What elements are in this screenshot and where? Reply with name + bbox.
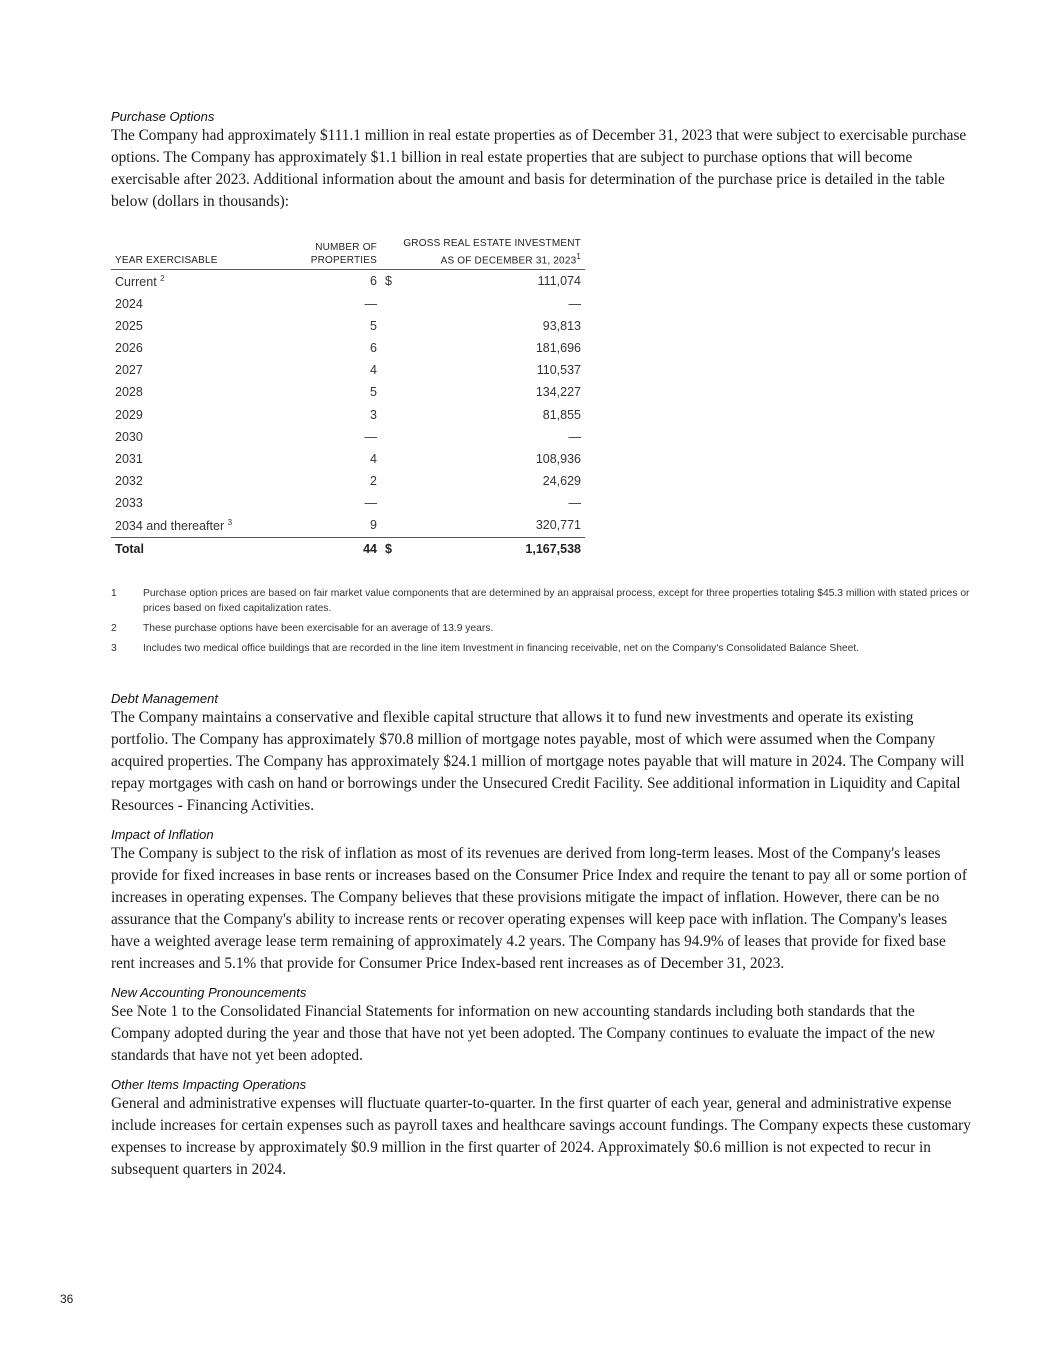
table-row <box>111 426 585 448</box>
year-cell: 2033 <box>115 496 143 511</box>
dollar-sign-cell <box>377 359 397 381</box>
investment-cell: 93,813 <box>542 318 581 333</box>
properties-cell: 9 <box>305 514 377 537</box>
year-cell: 2026 <box>115 340 143 355</box>
footnote <box>111 641 971 656</box>
page-number: 36 <box>60 1292 74 1306</box>
page-content <box>111 109 971 1191</box>
year-cell: 2025 <box>115 318 143 333</box>
investment-cell: 134,227 <box>535 385 581 400</box>
investment-cell: 24,629 <box>542 474 581 489</box>
total-label: Total <box>115 541 144 556</box>
footnote <box>111 586 971 616</box>
investment-cell: — <box>568 496 581 511</box>
year-cell: 2029 <box>115 407 143 422</box>
inflation-body: The Company is subject to the risk of inflation as most of its revenues are derived from long-term leases. Most of the Company's leases provide for fixed increases in base rents or increases based on the Consumer Price Index and require the tenant to pay all or some portion of increases in operating expenses. The Company believes that these provisions mitigate the impact of inflation. However, there can be no assurance that the Company's ability to increase rents or recover operating expenses will keep pace with inflation. The Company's leases have a weighted average lease term remaining of approximately 4.2 years. The Company has 94.9% of leases that provide for fixed base rent increases and 5.1% that provide for Consumer Price Index-based rent increases as of December 31, 2023. <box>111 844 967 972</box>
investment-cell: — <box>568 296 581 311</box>
col-header-properties: NUMBER OF PROPERTIES <box>305 237 377 270</box>
debt-management-heading: Debt Management <box>111 690 218 706</box>
dollar-sign-cell <box>377 448 397 470</box>
debt-management-body: The Company maintains a conservative and flexible capital structure that allows it to fund new investments and operate its existing portfolio. The Company has approximately $70.8 million of mortgage notes payable, most of which were assumed when the Company acquired properties. The Company has approximately $24.1 million of mortgage notes payable that will mature in 2024. The Company will repay mortgages with cash on hand or borrowings under the Unsecured Credit Facility. See additional information in Liquidity and Capital Resources - Financing Activities. <box>111 708 965 814</box>
year-cell: 2031 <box>115 451 143 466</box>
properties-cell: 6 <box>370 274 377 289</box>
dollar-sign-cell <box>377 293 397 315</box>
total-dollar-sign: $ <box>385 541 392 556</box>
table-header-row <box>111 237 585 270</box>
dollar-sign-cell <box>377 337 397 359</box>
footnote-text: These purchase options have been exercisable for an average of 13.9 years. <box>143 622 494 634</box>
new-accounting-body: See Note 1 to the Consolidated Financial Statements for information on new accounting standards including both standards that the Company adopted during the year and those that have not yet been adopted. The Company continues to evaluate the impact of the new standards that have not yet been adopted. <box>111 1002 936 1064</box>
properties-cell: 4 <box>370 451 377 466</box>
properties-cell: 3 <box>370 407 377 422</box>
table-row <box>111 514 585 537</box>
dollar-sign-cell <box>377 403 397 425</box>
table-row <box>111 381 585 403</box>
dollar-sign-cell <box>377 315 397 337</box>
properties-cell: — <box>364 429 377 444</box>
new-accounting-section <box>111 985 971 1067</box>
purchase-options-heading: Purchase Options <box>111 109 215 124</box>
dollar-sign-cell <box>377 492 397 514</box>
dollar-sign-cell: $ <box>385 274 392 289</box>
other-items-section <box>111 1077 971 1181</box>
table-row <box>111 293 585 315</box>
properties-cell: 6 <box>370 340 377 355</box>
footnote-number: 1 <box>111 587 117 599</box>
table-row <box>111 492 585 514</box>
properties-cell: — <box>364 496 377 511</box>
purchase-options-body: The Company had approximately $111.1 million in real estate properties as of December 31, 2023 that were subject to exercisable purchase options. The Company has approximately $1.1 billion in real estate properties that are subject to purchase options that will become exercisable after 2023. Additional information about the amount and basis for determination of the purchase price is detailed in the table below (dollars in thousands): <box>111 127 967 210</box>
footnote-number: 3 <box>111 642 117 654</box>
footnote-text: Includes two medical office buildings that are recorded in the line item Investment in financing receivable, net on the Company's Consolidated Balance Sheet. <box>143 642 860 654</box>
year-cell: 2027 <box>115 363 143 378</box>
dollar-sign-cell <box>377 514 397 537</box>
year-cell: 2032 <box>115 474 143 489</box>
properties-cell: 5 <box>370 385 377 400</box>
table-row <box>111 470 585 492</box>
table-row <box>111 359 585 381</box>
purchase-options-section <box>111 109 971 213</box>
investment-cell: 320,771 <box>397 514 585 537</box>
investment-cell: — <box>568 429 581 444</box>
dollar-sign-cell <box>377 470 397 492</box>
purchase-options-table <box>111 237 585 560</box>
table-row <box>111 270 585 293</box>
footnote <box>111 621 971 636</box>
col-header-year: YEAR EXERCISABLE <box>111 237 305 270</box>
year-cell: 2030 <box>115 429 143 444</box>
col-header-gross-investment: GROSS REAL ESTATE INVESTMENT AS OF DECEMBER 31, 2023$^1$ <box>397 237 585 270</box>
investment-cell: 181,696 <box>535 340 581 355</box>
properties-cell: 4 <box>370 363 377 378</box>
dollar-sign-cell <box>377 426 397 448</box>
table-row <box>111 337 585 359</box>
investment-cell: 110,537 <box>536 363 581 378</box>
year-cell: 2024 <box>115 296 143 311</box>
footnote-number: 2 <box>111 622 117 634</box>
total-row <box>111 537 585 560</box>
year-cell: 2034 and thereafter $^3$ <box>111 514 305 537</box>
investment-cell: 111,074 <box>537 274 581 289</box>
other-items-heading: Other Items Impacting Operations <box>111 1076 307 1092</box>
new-accounting-heading: New Accounting Pronouncements <box>111 984 307 1000</box>
total-investment: 1,167,538 <box>525 541 581 556</box>
properties-cell: 5 <box>370 318 377 333</box>
inflation-heading: Impact of Inflation <box>111 826 214 842</box>
investment-cell: 108,936 <box>535 451 581 466</box>
table-row <box>111 448 585 470</box>
properties-cell: — <box>364 296 377 311</box>
total-properties: 44 <box>363 541 377 556</box>
dollar-sign-cell <box>377 381 397 403</box>
footnote-text: Purchase option prices are based on fair market value components that are determined by an appraisal process, except for three properties totaling $45.3 million with stated prices or prices based on fixed capitalization rates. <box>143 587 970 614</box>
footnotes <box>111 586 971 656</box>
debt-management-section <box>111 691 971 817</box>
other-items-body: General and administrative expenses will fluctuate quarter-to-quarter. In the first quarter of each year, general and administrative expense include increases for certain expenses such as payroll taxes and healthcare savings account fundings. The Company expects these customary expenses to increase by approximately $0.9 million in the first quarter of 2024. Approximately $0.6 million is not expected to recur in subsequent quarters in 2024. <box>111 1094 971 1178</box>
table-row <box>111 315 585 337</box>
year-cell: Current $^2$ <box>115 273 165 289</box>
inflation-section <box>111 827 971 975</box>
year-cell: 2028 <box>115 385 143 400</box>
investment-cell: 81,855 <box>542 407 581 422</box>
properties-cell: 2 <box>370 474 377 489</box>
table-row <box>111 403 585 425</box>
